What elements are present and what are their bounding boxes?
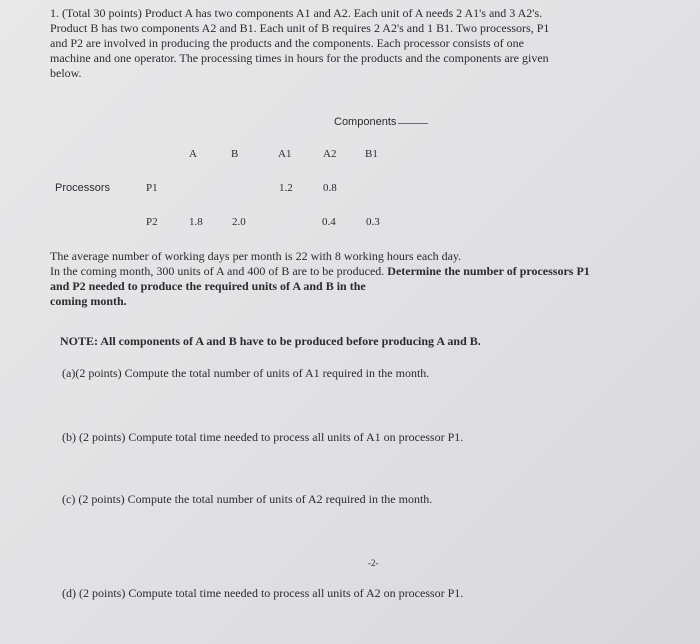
col-header-a: A <box>189 148 197 160</box>
cell-p2-b: 2.0 <box>232 216 246 228</box>
intro-line-2: Product B has two components A2 and B1. Each unit of B requires 2 A2's and 1 B1. Two processors, P1 <box>50 21 550 35</box>
question-b <box>62 430 463 445</box>
working-days-line: The average number of working days per month is 22 with 8 working hours each day. <box>50 249 462 263</box>
row-group-label: Processors <box>55 182 111 194</box>
col-header-b: B <box>231 148 239 160</box>
cell-p2-b1: 0.3 <box>366 216 380 228</box>
production-quantities: In the coming month, 300 units of A and 400 of B are to be produced. <box>50 264 385 278</box>
question-b-label: (b) (2 points) <box>62 430 126 444</box>
question-d-text: Compute total time needed to process all units of A2 on processor P1. <box>128 586 464 600</box>
question-c-text: Compute the total number of units of A2 required in the month. <box>127 492 433 506</box>
row-label-p2: P2 <box>146 216 158 228</box>
problem-intro <box>50 6 650 81</box>
cell-p1-a2: 0.8 <box>323 182 337 194</box>
cell-p2-a2: 0.4 <box>322 216 336 228</box>
question-b-text: Compute total time needed to process all units of A1 on processor P1. <box>128 430 464 444</box>
col-header-a1: A1 <box>278 148 292 160</box>
question-c <box>62 492 432 507</box>
production-line <box>50 264 650 279</box>
col-header-b1: B1 <box>365 148 378 160</box>
question-a <box>62 366 429 381</box>
problem-details <box>50 249 650 309</box>
question-c-label: (c) (2 points) <box>62 492 125 506</box>
question-a-text: Compute the total number of units of A1 required in the month. <box>124 366 430 380</box>
intro-line-4: machine and one operator. The processing times in hours for the products and the components are given <box>50 51 549 65</box>
question-a-label: (a)(2 points) <box>62 366 122 380</box>
intro-line-1: 1. (Total 30 points) Product A has two components A1 and A2. Each unit of A needs 2 A1's and 3 A2's. <box>50 6 543 20</box>
note: NOTE: All components of A and B have to be produced before producing A and B. <box>60 334 481 348</box>
col-header-a2: A2 <box>323 148 337 160</box>
intro-line-3: and P2 are involved in producing the products and the components. Each processor consists of one <box>50 36 524 50</box>
task-statement-middle: and P2 needed to produce the required units of A and B in the <box>50 279 366 293</box>
cell-p1-a1: 1.2 <box>279 182 293 194</box>
task-statement-start: Determine the number of processors P1 <box>387 264 590 278</box>
question-d-label: (d) (2 points) <box>62 586 126 600</box>
components-group-header: Components <box>334 116 397 128</box>
components-header-rule <box>398 123 428 124</box>
page-number: -2- <box>368 558 379 568</box>
intro-line-5: below. <box>50 66 82 80</box>
row-label-p1: P1 <box>146 182 158 194</box>
question-d <box>62 586 463 601</box>
task-statement-end: coming month. <box>50 294 127 308</box>
cell-p2-a: 1.8 <box>189 216 203 228</box>
